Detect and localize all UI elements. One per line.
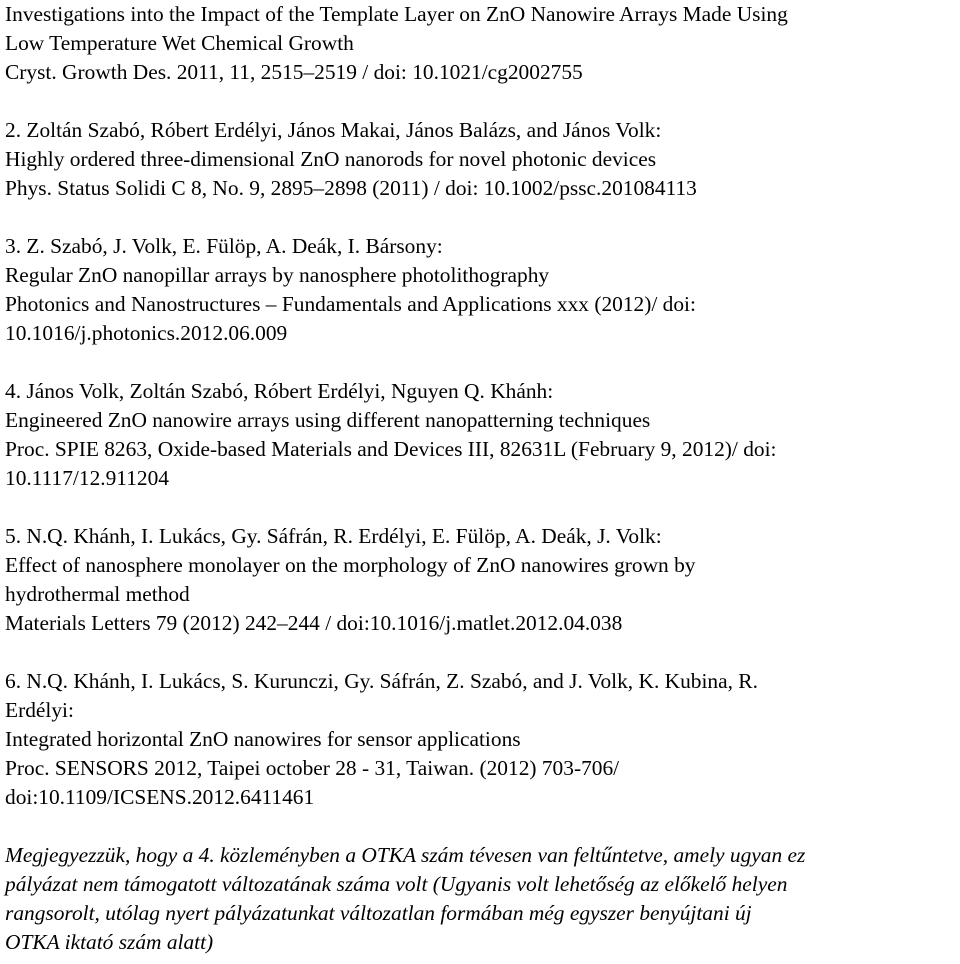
note-line-4: OTKA iktató szám alatt): [5, 930, 214, 954]
spacer: [5, 348, 960, 377]
reference-1-title-line-1: Investigations into the Impact of the Template Layer on ZnO Nanowire Arrays Made Using: [5, 2, 788, 26]
spacer: [5, 638, 960, 667]
reference-4-citation: Proc. SPIE 8263, Oxide-based Materials and Devices III, 82631L (February 9, 2012)/ doi:: [5, 437, 777, 461]
reference-6-doi: doi:10.1109/ICSENS.2012.6411461: [5, 785, 315, 809]
reference-1-citation: Cryst. Growth Des. 2011, 11, 2515–2519 / doi: 10.1021/cg2002755: [5, 60, 583, 84]
reference-6: [5, 667, 960, 812]
reference-2-title: Highly ordered three-dimensional ZnO nanorods for novel photonic devices: [5, 147, 657, 171]
note-line-1: Megjegyezzük, hogy a 4. közleményben a OTKA szám tévesen van feltűntetve, amely ugyan ez: [5, 843, 806, 867]
note-paragraph: [5, 841, 960, 957]
spacer: [5, 87, 960, 116]
reference-3-doi: 10.1016/j.photonics.2012.06.009: [5, 321, 288, 345]
reference-5-title-line-1: Effect of nanosphere monolayer on the morphology of ZnO nanowires grown by: [5, 553, 696, 577]
reference-1: [5, 0, 960, 87]
note-line-3: rangsorolt, utólag nyert pályázatunkat változatlan formában még egyszer benyújtani új: [5, 901, 752, 925]
reference-2: [5, 116, 960, 203]
reference-2-authors: 2. Zoltán Szabó, Róbert Erdélyi, János Makai, János Balázs, and János Volk:: [5, 118, 662, 142]
spacer: [5, 812, 960, 841]
reference-5: [5, 522, 960, 638]
reference-3: [5, 232, 960, 348]
reference-3-authors: 3. Z. Szabó, J. Volk, E. Fülöp, A. Deák, I. Bársony:: [5, 234, 443, 258]
reference-3-citation: Photonics and Nanostructures – Fundamentals and Applications xxx (2012)/ doi:: [5, 292, 696, 316]
reference-1-title-line-2: Low Temperature Wet Chemical Growth: [5, 31, 354, 55]
reference-5-citation: Materials Letters 79 (2012) 242–244 / doi:10.1016/j.matlet.2012.04.038: [5, 611, 623, 635]
reference-4-authors: 4. János Volk, Zoltán Szabó, Róbert Erdélyi, Nguyen Q. Khánh:: [5, 379, 554, 403]
reference-6-title: Integrated horizontal ZnO nanowires for sensor applications: [5, 727, 521, 751]
reference-5-title-line-2: hydrothermal method: [5, 582, 190, 606]
reference-4-title: Engineered ZnO nanowire arrays using different nanopatterning techniques: [5, 408, 651, 432]
reference-3-title: Regular ZnO nanopillar arrays by nanosphere photolithography: [5, 263, 550, 287]
reference-5-authors: 5. N.Q. Khánh, I. Lukács, Gy. Sáfrán, R. Erdélyi, E. Fülöp, A. Deák, J. Volk:: [5, 524, 662, 548]
reference-6-citation: Proc. SENSORS 2012, Taipei october 28 - 31, Taiwan. (2012) 703-706/: [5, 756, 620, 780]
reference-4-doi: 10.1117/12.911204: [5, 466, 169, 490]
reference-2-citation: Phys. Status Solidi C 8, No. 9, 2895–2898 (2011) / doi: 10.1002/pssc.201084113: [5, 176, 697, 200]
reference-6-authors-line-1: 6. N.Q. Khánh, I. Lukács, S. Kurunczi, Gy. Sáfrán, Z. Szabó, and J. Volk, K. Kubina, R.: [5, 669, 758, 693]
spacer: [5, 493, 960, 522]
reference-4: [5, 377, 960, 493]
reference-6-authors-line-2: Erdélyi:: [5, 698, 74, 722]
note-line-2: pályázat nem támogatott változatának száma volt (Ugyanis volt lehetőség az előkelő helyen: [5, 872, 788, 896]
spacer: [5, 203, 960, 232]
